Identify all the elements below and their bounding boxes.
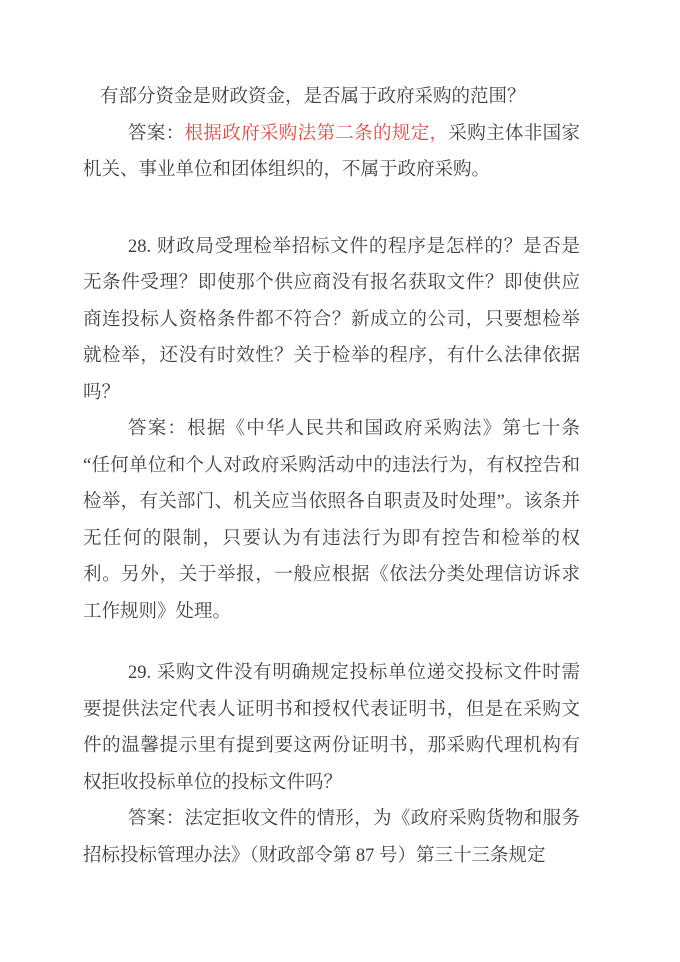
answer-highlight-citation: 根据政府采购法第二条的规定， xyxy=(184,123,449,144)
answer-label: 答案： xyxy=(128,809,185,829)
question-number: 29. xyxy=(128,663,152,683)
qa-block-29 xyxy=(83,655,580,874)
answer-label: 答案： xyxy=(128,419,188,439)
question-paragraph xyxy=(83,229,580,412)
answer-text: 法定拒收文件的情形，为《政府采购货物和服务招标投标管理办法》（财政部令第 87 号）第三十三条规定 xyxy=(83,809,580,866)
answer-label: 答案： xyxy=(128,123,185,144)
question-text: 财政局受理检举招标文件的程序是怎样的？是否是无条件受理？即使那个供应商没有报名获取文件？即使供应商连投标人资格条件都不符合？新成立的公司，只要想检举就检举，还没有时效性？关于检举的程序，有什么法律依据吗？ xyxy=(83,236,580,403)
answer-text: 根据《中华人民共和国政府采购法》第七十条“任何单位和个人对政府采购活动中的违法行为，有权控告和检举，有关部门、机关应当依照各自职责及时处理”。该条并无任何的限制，只要认为有违法行为即有控告和检举的权利。另外，关于举报，一般应根据《依法分类处理信访诉求工作规则》处理。 xyxy=(83,419,580,622)
document-content xyxy=(83,79,580,874)
question-number: 28. xyxy=(128,236,152,257)
answer-text: 采购主体非国家机关、事业单位和团体组织的，不属于政府采购。 xyxy=(83,123,580,180)
qa-block-prev-question xyxy=(83,79,580,189)
question-text: 有部分资金是财政资金，是否属于政府采购的范围？ xyxy=(100,87,526,107)
answer-paragraph xyxy=(83,411,580,630)
answer-paragraph xyxy=(83,801,580,874)
question-text: 采购文件没有明确规定投标单位递交投标文件时需要提供法定代表人证明书和授权代表证明书，但是在采购文件的温馨提示里有提到要这两份证明书，那采购代理机构有权拒收投标单位的投标文件吗？ xyxy=(83,663,580,793)
question-fragment xyxy=(83,79,580,116)
question-paragraph xyxy=(83,655,580,801)
answer-paragraph xyxy=(83,116,580,189)
qa-block-28 xyxy=(83,229,580,631)
